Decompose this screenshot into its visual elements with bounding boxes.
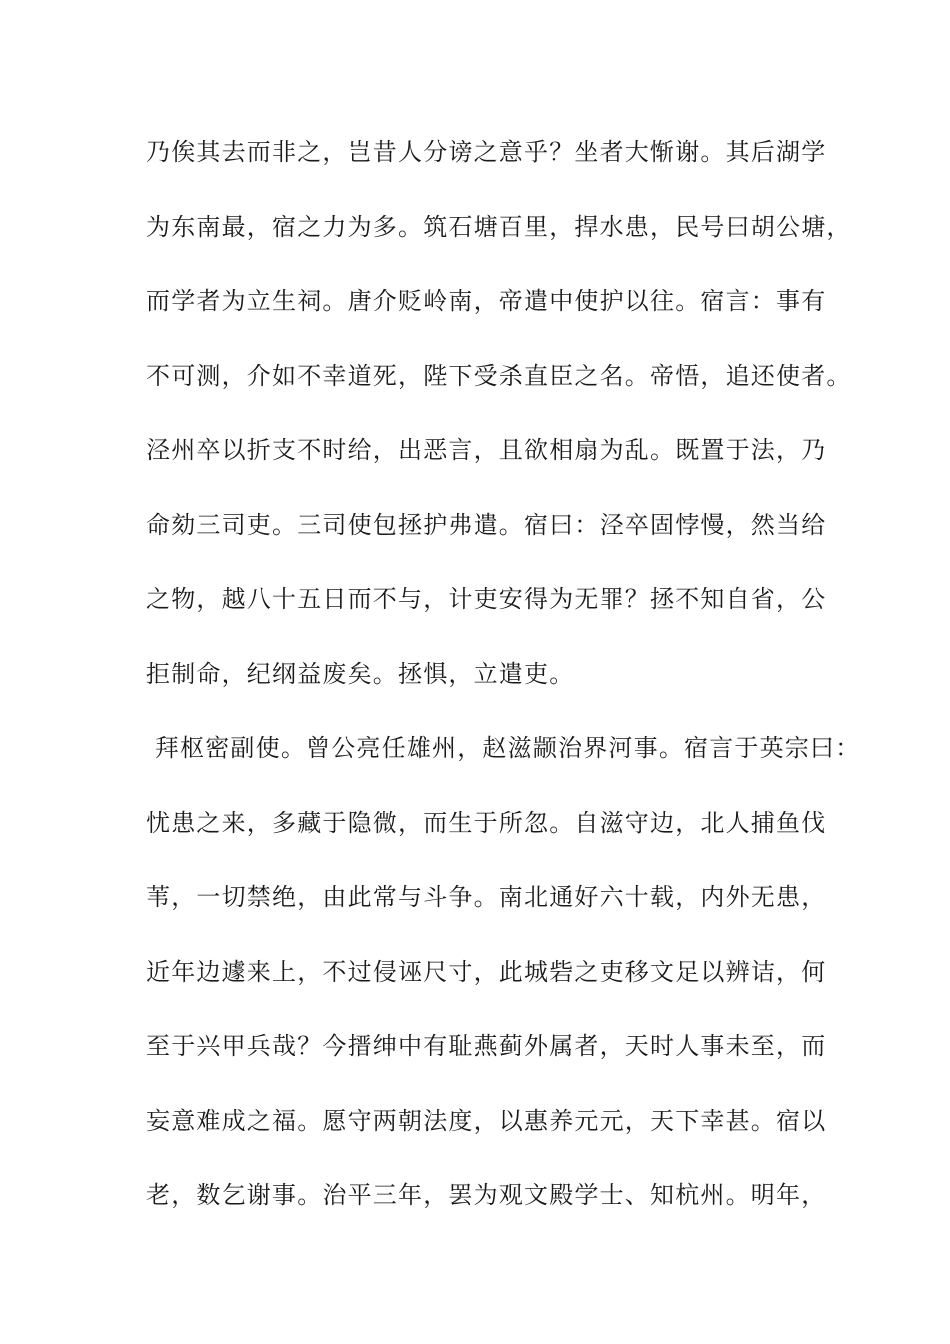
text-line: 老，数乞谢事。治平三年，罢为观文殿学士、知杭州。明年， bbox=[146, 1181, 827, 1209]
text-line: 至于兴甲兵哉？今搢绅中有耻燕蓟外属者，天时人事未至，而 bbox=[146, 1032, 827, 1060]
text-line: 拜枢密副使。曾公亮任雄州，赵滋颛治界河事。宿言于英宗曰： bbox=[146, 734, 861, 762]
text-line: 不可测，介如不幸道死，陛下受杀直臣之名。帝悟，追还使者。 bbox=[146, 362, 852, 390]
text-line: 乃俟其去而非之，岂昔人分谤之意乎？坐者大惭谢。其后湖学 bbox=[146, 138, 827, 166]
text-line: 泾州卒以折支不时给，出恶言，且欲相扇为乱。既置于法，乃 bbox=[146, 436, 827, 464]
text-line: 而学者为立生祠。唐介贬岭南，帝遣中使护以往。宿言：事有 bbox=[146, 287, 827, 315]
text-line: 命劾三司吏。三司使包拯护弗遣。宿曰：泾卒固悖慢，然当给 bbox=[146, 511, 827, 539]
text-line: 苇，一切禁绝，由此常与斗争。南北通好六十载，内外无患， bbox=[146, 883, 827, 911]
text-line: 妄意难成之福。愿守两朝法度，以惠养元元，天下幸甚。宿以 bbox=[146, 1107, 827, 1135]
text-line: 近年边遽来上，不过侵诬尺寸，此城砦之吏移文足以辨诘，何 bbox=[146, 958, 827, 986]
text-line: 拒制命，纪纲益废矣。拯惧，立遣吏。 bbox=[146, 660, 575, 688]
text-line: 忧患之来，多藏于隐微，而生于所忽。自滋守边，北人捕鱼伐 bbox=[146, 809, 827, 837]
text-line: 之物，越八十五日而不与，计吏安得为无罪？拯不知自省，公 bbox=[146, 585, 827, 613]
text-line: 为东南最，宿之力为多。筑石塘百里，捍水患，民号曰胡公塘， bbox=[146, 213, 852, 241]
